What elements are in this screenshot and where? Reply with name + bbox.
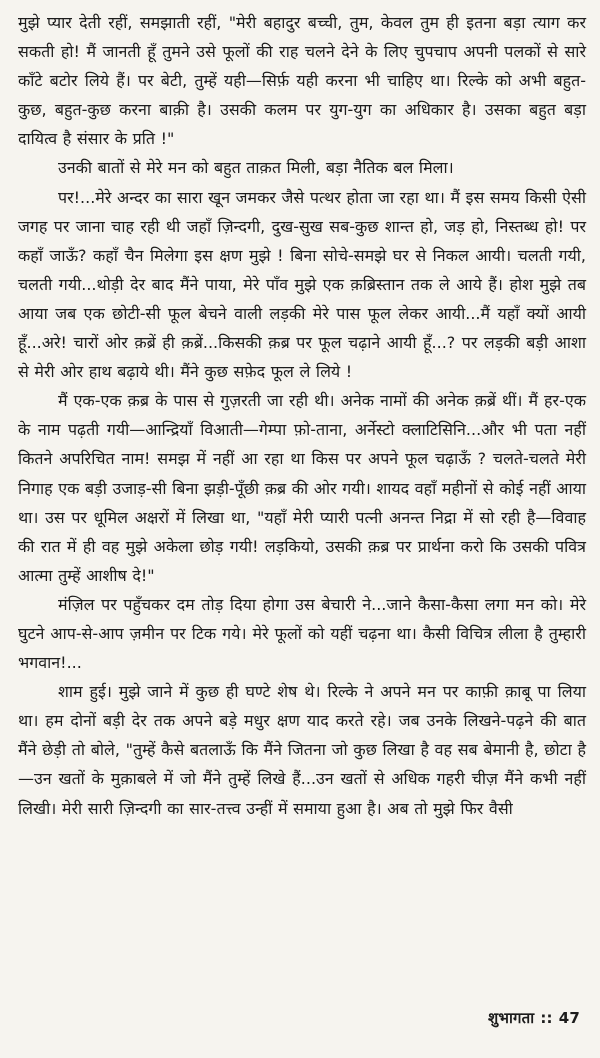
- paragraph-5: मंज़िल पर पहुँचकर दम तोड़ दिया होगा उस बेचारी ने...जाने कैसा-कैसा लगा मन को। मेरे घुटने आप-से-आप ज़मीन पर टिक गये। मेरे फूलों को यहीं चढ़ना था। कैसी विचित्र लीला है तुम्हारी भगवान!...: [18, 594, 586, 673]
- paragraph-1: मुझे प्यार देती रहीं, समझाती रहीं, "मेरी बहादुर बच्ची, तुम, केवल तुम ही इतना बड़ा त्याग कर सकती हो! मैं जानती हूँ तुमने उसे फूलों की राह चलने देने के लिए चुपचाप अपनी पलकों से सारे काँटे बटोर लिये हैं। पर बेटी, तुम्हें यही—सिर्फ़ यही करना भी चाहिए था। रिल्के को अभी बहुत-कुछ, बहुत-कुछ करना बाक़ी है। उसकी कलम पर युग-युग का अधिकार है। उसका बहुत बड़ा दायित्व है संसार के प्रति !": [18, 13, 586, 149]
- body-text: [18, 8, 586, 823]
- running-title: शुभागता: [488, 1009, 535, 1027]
- page-number: 47: [558, 1009, 580, 1027]
- footer-separator: ::: [540, 1009, 553, 1027]
- paragraph-2: उनकी बातों से मेरे मन को बहुत ताक़त मिली, बड़ा नैतिक बल मिला।: [58, 158, 454, 178]
- paragraph-6: शाम हुई। मुझे जाने में कुछ ही घण्टे शेष थे। रिल्के ने अपने मन पर काफ़ी क़ाबू पा लिया था। हम दोनों बड़ी देर तक अपने बड़े मधुर क्षण याद करते रहे। जब उनके लिखने-पढ़ने की बात मैंने छेड़ी तो बोले, "तुम्हें कैसे बतलाऊँ कि मैंने जितना जो कुछ लिखा है वह सब बेमानी है, छोटा है—उन खतों के मुक़ाबले में जो मैंने तुम्हें लिखे हैं...उन खतों से अधिक गहरी चीज़ मैंने कभी नहीं लिखी। मेरी सारी ज़िन्दगी का सार-तत्त्व उन्हीं में समाया हुआ है। अब तो मुझे फिर वैसी: [18, 682, 586, 818]
- page-footer: [488, 1008, 580, 1028]
- paragraph-3: पर!...मेरे अन्दर का सारा खून जमकर जैसे पत्थर होता जा रहा था। मैं इस समय किसी ऐसी जगह पर जाना चाह रही थी जहाँ ज़िन्दगी, दुख-सुख सब-कुछ शान्त हो, जड़ हो, निस्तब्ध हो! पर कहाँ जाऊँ? कहाँ चैन मिलेगा इस क्षण मुझे ! बिना सोचे-समझे घर से निकल आयी। चलती गयी, चलती गयी...थोड़ी देर बाद मैंने पाया, मेरे पाँव मुझे एक क़ब्रिस्तान तक ले आये हैं। होश मुझे तब आया जब एक छोटी-सी फूल बेचने वाली लड़की मेरे पास फूल लेकर आयी...मैं यहाँ क्यों आयी हूँ...अरे! चारों ओर क़ब्रें ही क़ब्रें...किसकी क़ब्र पर फूल चढ़ाने आयी हूँ...? पर लड़की बड़ी आशा से मेरी ओर हाथ बढ़ाये थी। मैंने कुछ सफ़ेद फूल ले लिये !: [18, 187, 586, 382]
- paragraph-4: मैं एक-एक क़ब्र के पास से गुज़रती जा रही थी। अनेक नामों की अनेक क़ब्रें थीं। मैं हर-एक के नाम पढ़ती गयी—आन्द्रियाँ विआती—गेम्पा फ़ो-ताना, अर्नेस्टो क्लाटिसिनि...और भी पता नहीं कितने अपरिचित नाम! समझ में नहीं आ रहा था किस पर अपने फूल चढ़ाऊँ ? चलते-चलते मेरी निगाह एक बड़ी उजाड़-सी बिना झड़ी-पूँछी क़ब्र की ओर गयी। शायद वहाँ महीनों से कोई नहीं आया था। उस पर धूमिल अक्षरों में लिखा था, "यहाँ मेरी प्यारी पत्नी अनन्त निद्रा में सो रही है—विवाह की रात में ही वह मुझे अकेला छोड़ गयी! लड़कियो, उसकी क़ब्र पर प्रार्थना करो कि उसकी पवित्र आत्मा तुम्हें आशीष दे!": [18, 391, 586, 585]
